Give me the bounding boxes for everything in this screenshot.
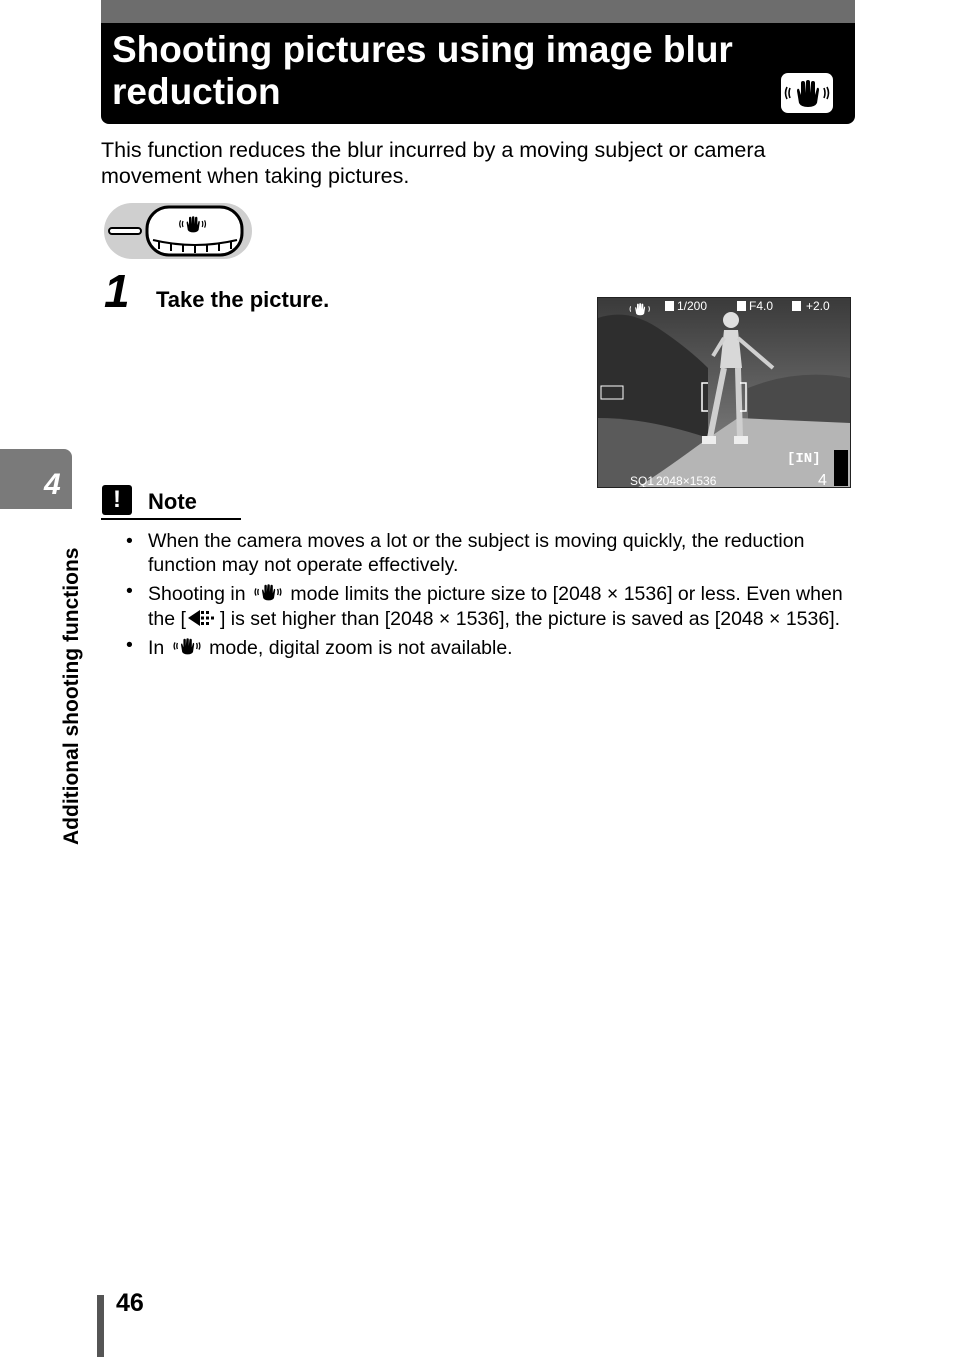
image-size-readout: 2048×1536 [656,474,717,487]
shutter-speed-readout: 1/200 [677,299,708,313]
mode-dial-graphic [103,202,253,260]
chapter-tab [0,449,72,509]
note-item: • Shooting in mode limits the picture size to [2048 × 1536] or less. Even when the [ ] is set higher than [2048 × 1536], the picture is saved as [2048 × 1536]. [126,580,843,630]
note-divider [101,518,241,520]
header-top-bar [101,0,855,23]
note-item: • When the camera moves a lot or the subject is moving quickly, the reduction function may not operate effectively. [126,530,805,576]
image-size-icon [186,607,220,629]
note-item: • In mode, digital zoom is not available. [126,634,513,659]
memory-indicator: [IN] [787,451,821,467]
step-instruction: Take the picture. [156,287,330,312]
note-title: Note [148,489,197,514]
camera-screen-photo [597,297,851,488]
step-number: 1 [104,265,130,317]
note-exclamation-icon: ! [102,485,132,515]
page-number: 46 [116,1289,144,1317]
note-list [126,530,846,664]
page-title: Shooting pictures using image blur reduction [112,29,733,112]
image-stabilization-icon [170,634,204,658]
image-stabilization-mode-icon [781,73,833,113]
quality-readout: SQ1 [630,474,655,487]
aperture-readout: F4.0 [749,299,774,313]
exposure-comp-readout: +2.0 [806,299,830,313]
intro-paragraph: This function reduces the blur incurred by a moving subject or camera movement when taking pictures. [101,138,766,188]
chapter-number: 4 [44,468,61,501]
chapter-label: Additional shooting functions [60,547,83,845]
shots-remaining-readout: 4 [818,472,827,487]
page-number-bar [97,1295,104,1357]
image-stabilization-icon [251,580,285,604]
